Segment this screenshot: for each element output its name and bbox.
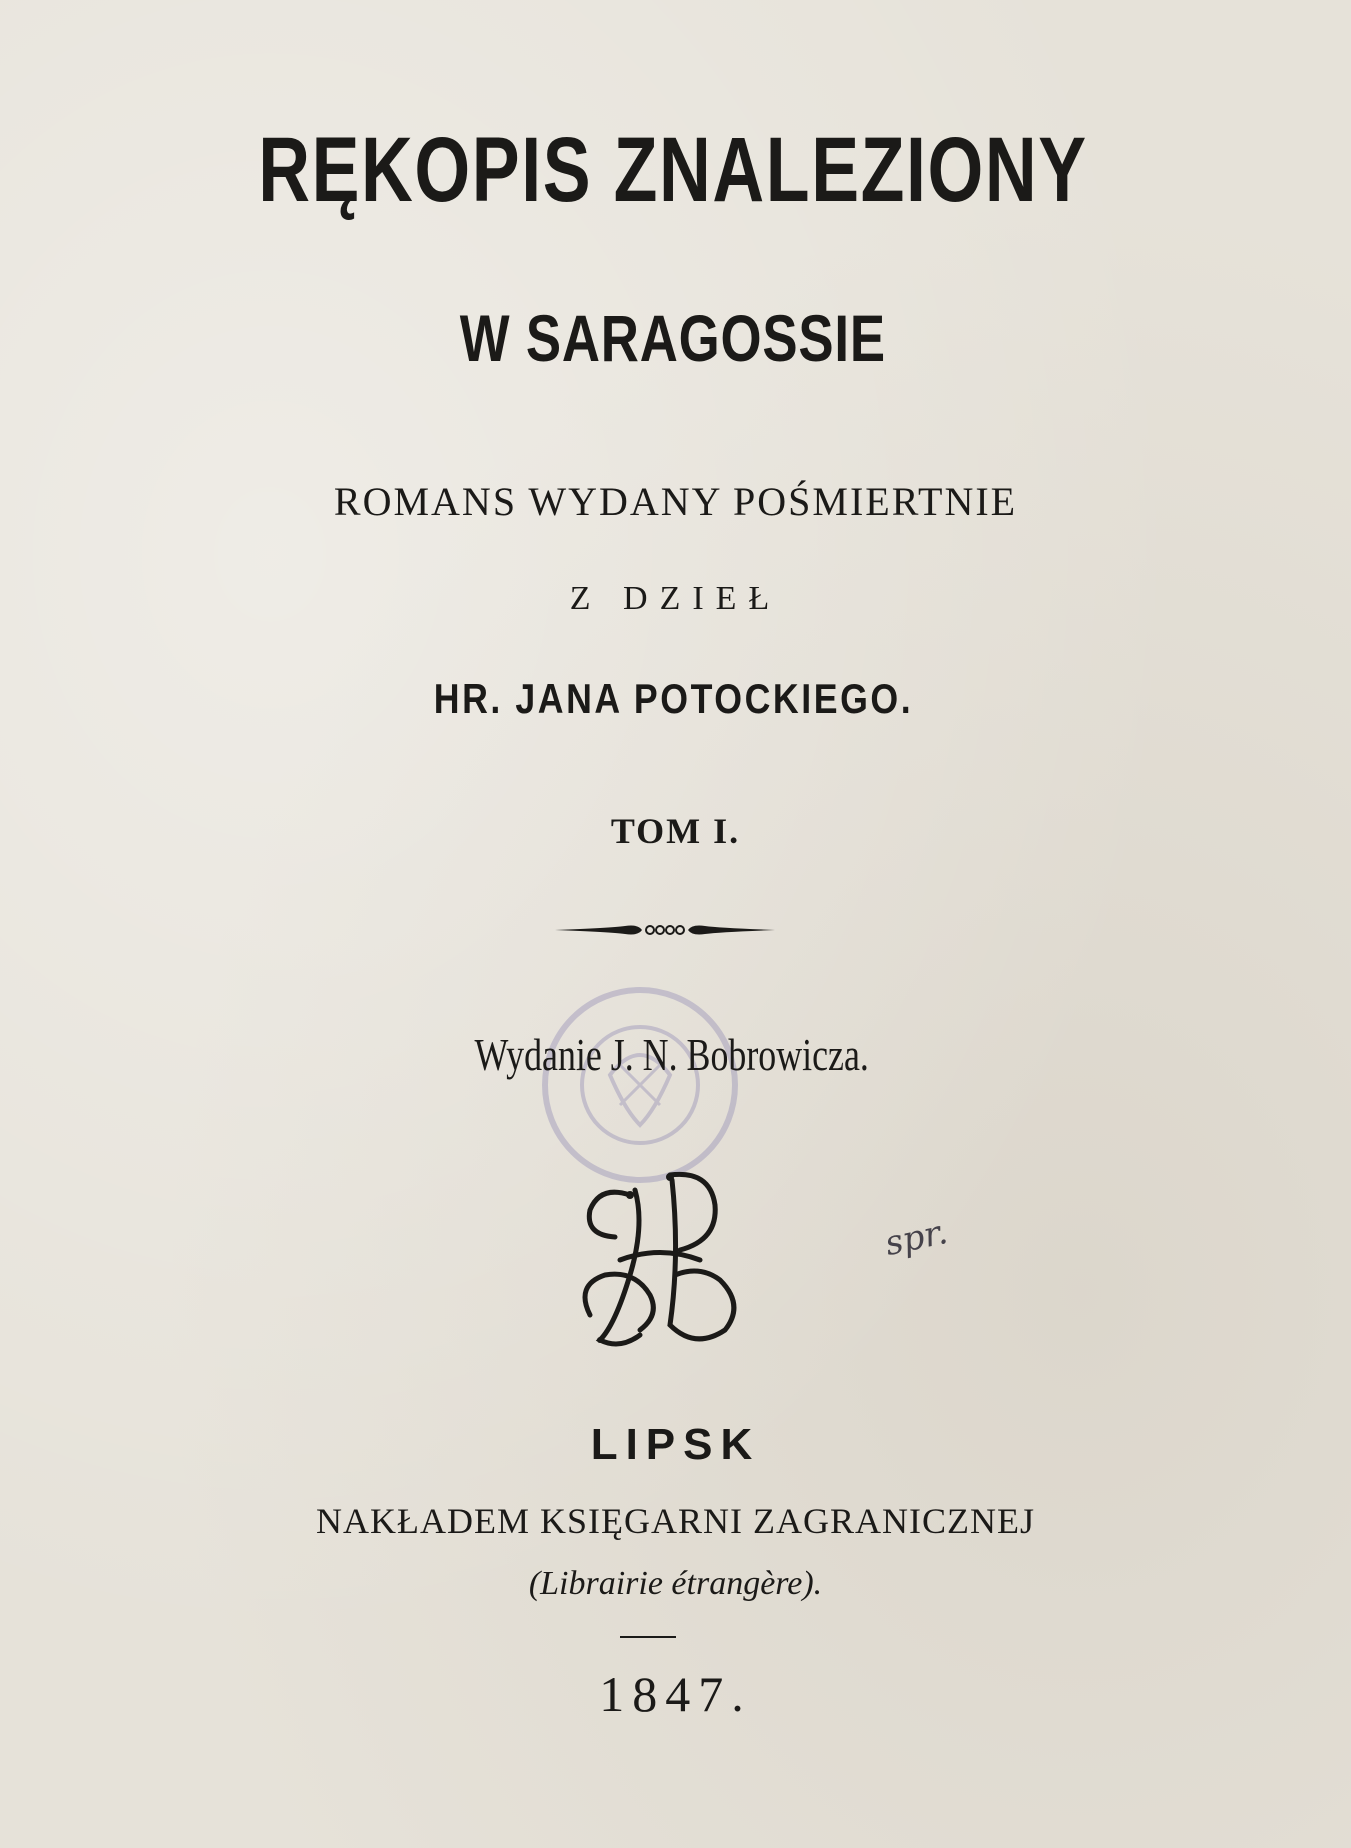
edition-note: Wydanie J. N. Bobrowicza. bbox=[474, 1029, 869, 1080]
handwritten-margin-note: spr. bbox=[881, 1211, 952, 1265]
title-line-1: RĘKOPIS ZNALEZIONY bbox=[258, 119, 1088, 221]
publisher-french: (Librairie étrangère). bbox=[528, 1565, 823, 1602]
from-works-label: Z DZIEŁ bbox=[569, 580, 782, 617]
divider-rule bbox=[620, 1636, 676, 1638]
subtitle: ROMANS WYDANY POŚMIERTNIE bbox=[333, 479, 1018, 524]
author: HR. JANA POTOCKIEGO. bbox=[433, 675, 914, 722]
title-line-2: W SARAGOSSIE bbox=[459, 301, 886, 375]
publisher: NAKŁADEM KSIĘGARNI ZAGRANICZNEJ bbox=[316, 1501, 1035, 1541]
volume-label: TOM I. bbox=[610, 811, 741, 851]
ornament-divider bbox=[550, 915, 780, 945]
imprint-city: LIPSK bbox=[590, 1420, 761, 1469]
imprint-year: 1847. bbox=[599, 1666, 752, 1722]
publisher-monogram bbox=[560, 1165, 760, 1365]
